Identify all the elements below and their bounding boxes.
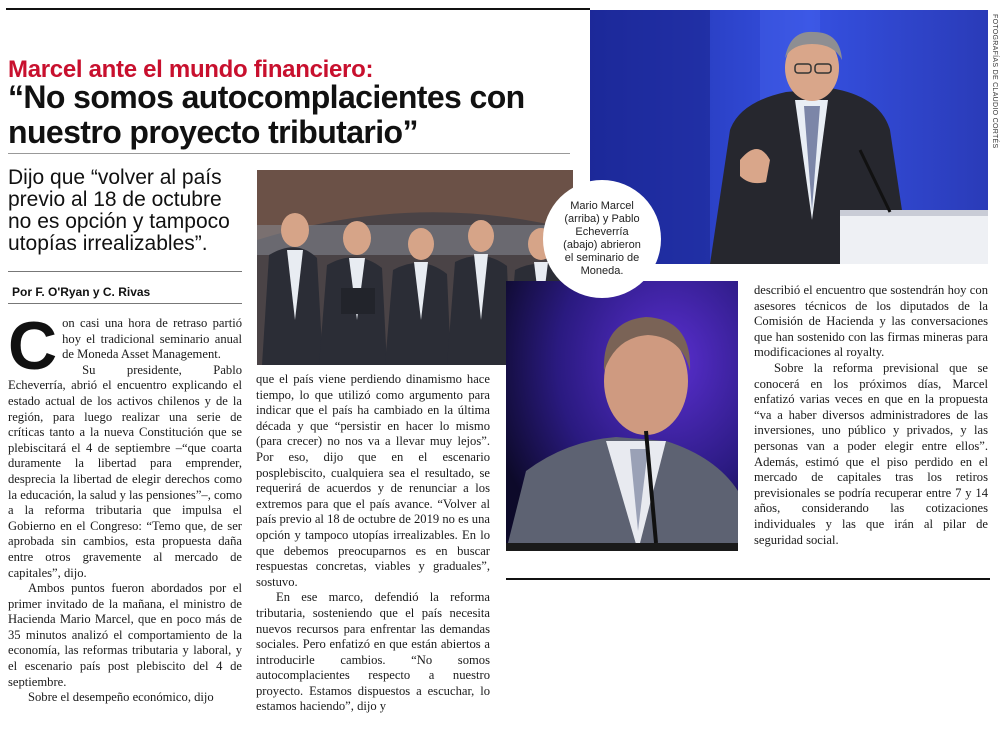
headline: “No somos autocomplacientes con nuestro proyecto tributario”	[8, 79, 525, 150]
photo-credit: FOTOGRAFÍAS DE CLAUDIO CORTÉS	[991, 14, 998, 149]
paragraph: Con casi una hora de retraso partió hoy el tradicional seminario anual de Moneda Asset Management.	[8, 308, 242, 384]
paragraph: En ese marco, defendió la reforma tributaria, sosteniendo que el país necesita nuevos recursos para enfrentar las demandas sociales. Pero enfatizó en que están abiertos a introducirle cambios. “No somos autocomplacientes respecto a nuestro proyecto. Estamos dispuestos a escuchar, lo estamos haciendo”, dijo y	[256, 590, 490, 714]
byline-rule	[8, 303, 242, 304]
deck-rule	[8, 271, 242, 272]
paragraph: que el país viene perdiendo dinamismo hace tiempo, lo que utilizó como argumento para indicar que el país ha cambiado en la última década y que “persistir en hacer lo mismo (para crecer) no nos va a llevar muy lejos”. Por eso, dijo que en el escenario posplebiscito, cualquiera sea el resultado, se requerirá de acuerdos y de renunciar a los extremos para que el país avance. “Volver al país previo al 18 de octubre de 2019 no es una opción y tampoco utopías irrealizables. En lo que debemos preocuparnos es en buscar respuestas concretas, viables y graduales”, sostuvo.	[256, 372, 490, 589]
paragraph: Ambos puntos fueron abordados por el primer invitado de la mañana, el ministro de Hacienda Mario Marcel, que en poco más de 35 minutos analizó el comportamiento de la economía, las reformas tributaria y laboral, y el escenario país post plebiscito del 4 de septiembre.	[8, 581, 242, 689]
paragraph: Sobre el desempeño económico, dijo	[28, 690, 214, 705]
top-rule	[6, 8, 590, 10]
column-3	[754, 283, 988, 548]
photo-caption: Mario Marcel (arriba) y Pablo Echeverría (abajo) abrieron el seminario de Moneda.	[543, 180, 661, 298]
headline-rule	[8, 153, 570, 154]
paragraph: Su presidente, Pablo Echeverría, abrió el encuentro explicando el estado actual de los activos chilenos y de la región, para luego realizar una serie de críticas tanto a la nueva Constitución que se plebiscitará el 4 de septiembre –“que coarta duramente la libertad para emprender, desprecia la libertad de elegir derechos como la educación, la salud y las pensiones”–, como a la reforma tributaria que impulsa el Gobierno en el Congreso: “Temo que, de ser aprobada sin cambios, esta propuesta daña entre otros gravemente al mercado de capitales”, dijo.	[8, 362, 242, 580]
column-2	[256, 372, 490, 715]
column-1	[8, 308, 242, 706]
photo-echeverria-illustration	[506, 281, 738, 551]
section-rule	[506, 578, 990, 580]
paragraph: Sobre la reforma previsional que se conocerá en los próximos días, Marcel enfatizó varias veces en que en la propuesta “va a haber diversos administradores de las inversiones, uno público y privados, y las personas van a poder elegir entre ellos”. Además, estimó que el piso perdido en el mercado de capitales tras los retiros previsionales se podría recuperar entre 7 y 14 años, considerando las cotizaciones individuales y las que irán al pilar de seguridad social.	[754, 360, 988, 547]
deck: Dijo que “volver al país previo al 18 de octubre no es opción y tampoco utopías irrealizables”.	[8, 166, 230, 255]
paragraph: describió el encuentro que sostendrán hoy con asesores técnicos de los diputados de la Comisión de Hacienda y las conversaciones que han sostenido con las firmas mineras para modificaciones al royalty.	[754, 283, 988, 360]
drop-cap: C	[8, 308, 58, 384]
photo-echeverria-speaking	[506, 281, 738, 551]
kicker: Marcel ante el mundo financiero:	[8, 56, 374, 83]
byline: Por F. O'Ryan y C. Rivas	[12, 285, 151, 299]
